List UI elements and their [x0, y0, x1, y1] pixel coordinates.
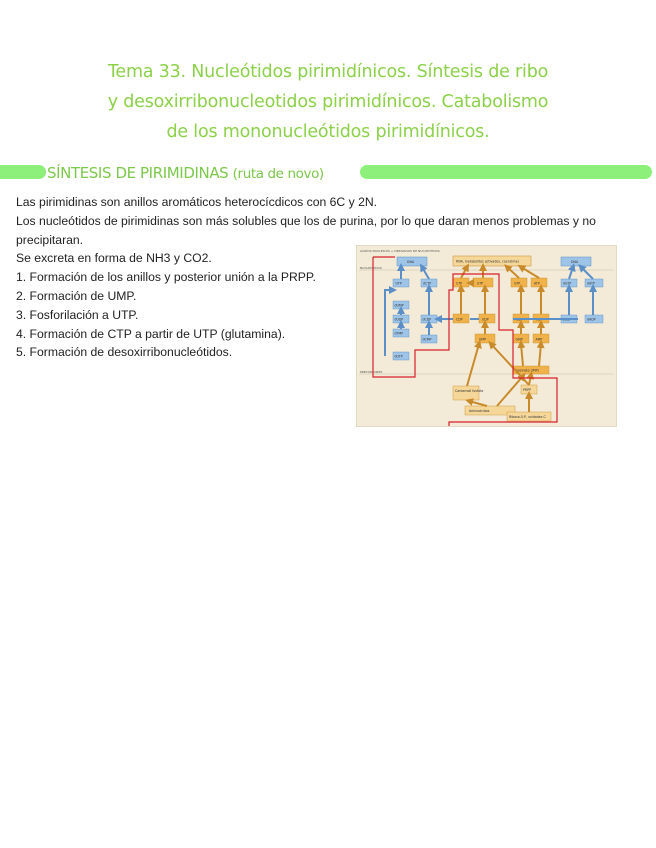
label-ctp: CTP: [456, 281, 463, 286]
label-dudp: dUDP: [394, 317, 404, 322]
label-gdp: GDP: [516, 317, 523, 322]
label-gtp: GTP: [514, 281, 521, 286]
label-utp: UTP: [477, 281, 484, 286]
row-label-precursors: PRECURSORES: [360, 370, 383, 374]
label-dgtp: dGTP: [563, 281, 572, 286]
label-carbamoil: Carbamoil fosfato: [455, 389, 484, 393]
label-dtmp: dTMP: [394, 331, 404, 336]
label-dctp: dCTP: [423, 281, 432, 286]
label-atp: ATP: [534, 281, 540, 286]
monophosphate-row: [393, 329, 549, 374]
triphosphate-row: [393, 278, 603, 287]
label-udp: UDP: [482, 317, 489, 322]
label-prpp: PRPP: [523, 388, 531, 392]
label-cdp: CDP: [456, 317, 463, 322]
step-2: 2. Formación de UMP.: [16, 288, 137, 303]
title-line-1: Tema 33. Nucleótidos pirimidínicos. Síntesis de ribo: [107, 62, 549, 82]
page-title: [0, 57, 656, 147]
precursors-row: [453, 385, 551, 421]
label-dgdp: dGDP: [562, 317, 572, 322]
section-header: [0, 160, 656, 186]
paragraph-2: Los nucleótidos de pirimidinas son más solubles que los de purina, por lo que daran menos problemas y no precipitaran.: [16, 213, 596, 247]
label-adp: ADP: [536, 317, 543, 322]
title-line-2: y desoxirribonucleotidos pirimidínicos. Catabolismo: [107, 92, 549, 112]
diagram-svg: [357, 246, 616, 426]
section-bar-left: [0, 165, 46, 179]
label-dadp: dADP: [587, 317, 596, 322]
label-imp: Inosinato (IMP): [515, 368, 539, 373]
row-label-nucleotides: NUCLEÓTIDOS: [360, 266, 382, 270]
label-dutp: dUTP: [394, 354, 403, 359]
label-gmp: GMP: [515, 337, 523, 342]
label-dna-left: DNA: [407, 260, 415, 264]
label-ump: UMP: [479, 337, 487, 342]
paragraph-1: Las pirimidinas son anillos aromáticos heterocícdicos con 6C y 2N.: [16, 195, 378, 209]
step-1: 1. Formación de los anillos y posterior unión a la PRPP.: [16, 270, 316, 285]
section-title-main: SÍNTESIS DE PIRIMIDINAS: [47, 164, 229, 182]
label-datp: dATP: [587, 281, 595, 286]
section-bar-right: [360, 165, 652, 179]
label-dna-right: DNA: [571, 260, 579, 264]
step-5: 5. Formación de desoxirribonucleótidos.: [16, 345, 233, 360]
section-title: [47, 160, 324, 186]
label-ribosa: Ribosa-5-P, unidades C: [509, 415, 546, 419]
label-amp: AMP: [535, 337, 543, 342]
step-4: 4. Formación de CTP a partir de UTP (glutamina).: [16, 326, 286, 341]
paragraph-3: Se excreta en forma de NH3 y CO2.: [16, 251, 212, 266]
label-dcmp: dCMP: [422, 337, 432, 342]
section-title-sub: (ruta de novo): [232, 166, 324, 182]
nucleotide-pathway-diagram: [356, 245, 617, 427]
label-dump: dUMP: [394, 303, 404, 308]
step-3: 3. Fosforilación a UTP.: [16, 307, 139, 322]
label-rna: RNA, metabolitos activados, coenzimas: [456, 259, 519, 264]
diagram-header: ÁCIDOS NUCLEICOS + DERIVADOS DE NUCLEÓTIDOS: [360, 249, 440, 253]
label-aminoacidos: Aminoácidos: [469, 409, 490, 413]
label-dutp-top: UTP: [395, 281, 402, 286]
label-dcdp: dCDP: [422, 317, 432, 322]
title-line-3: de los mononucleótidos pirimidínicos.: [166, 122, 490, 142]
